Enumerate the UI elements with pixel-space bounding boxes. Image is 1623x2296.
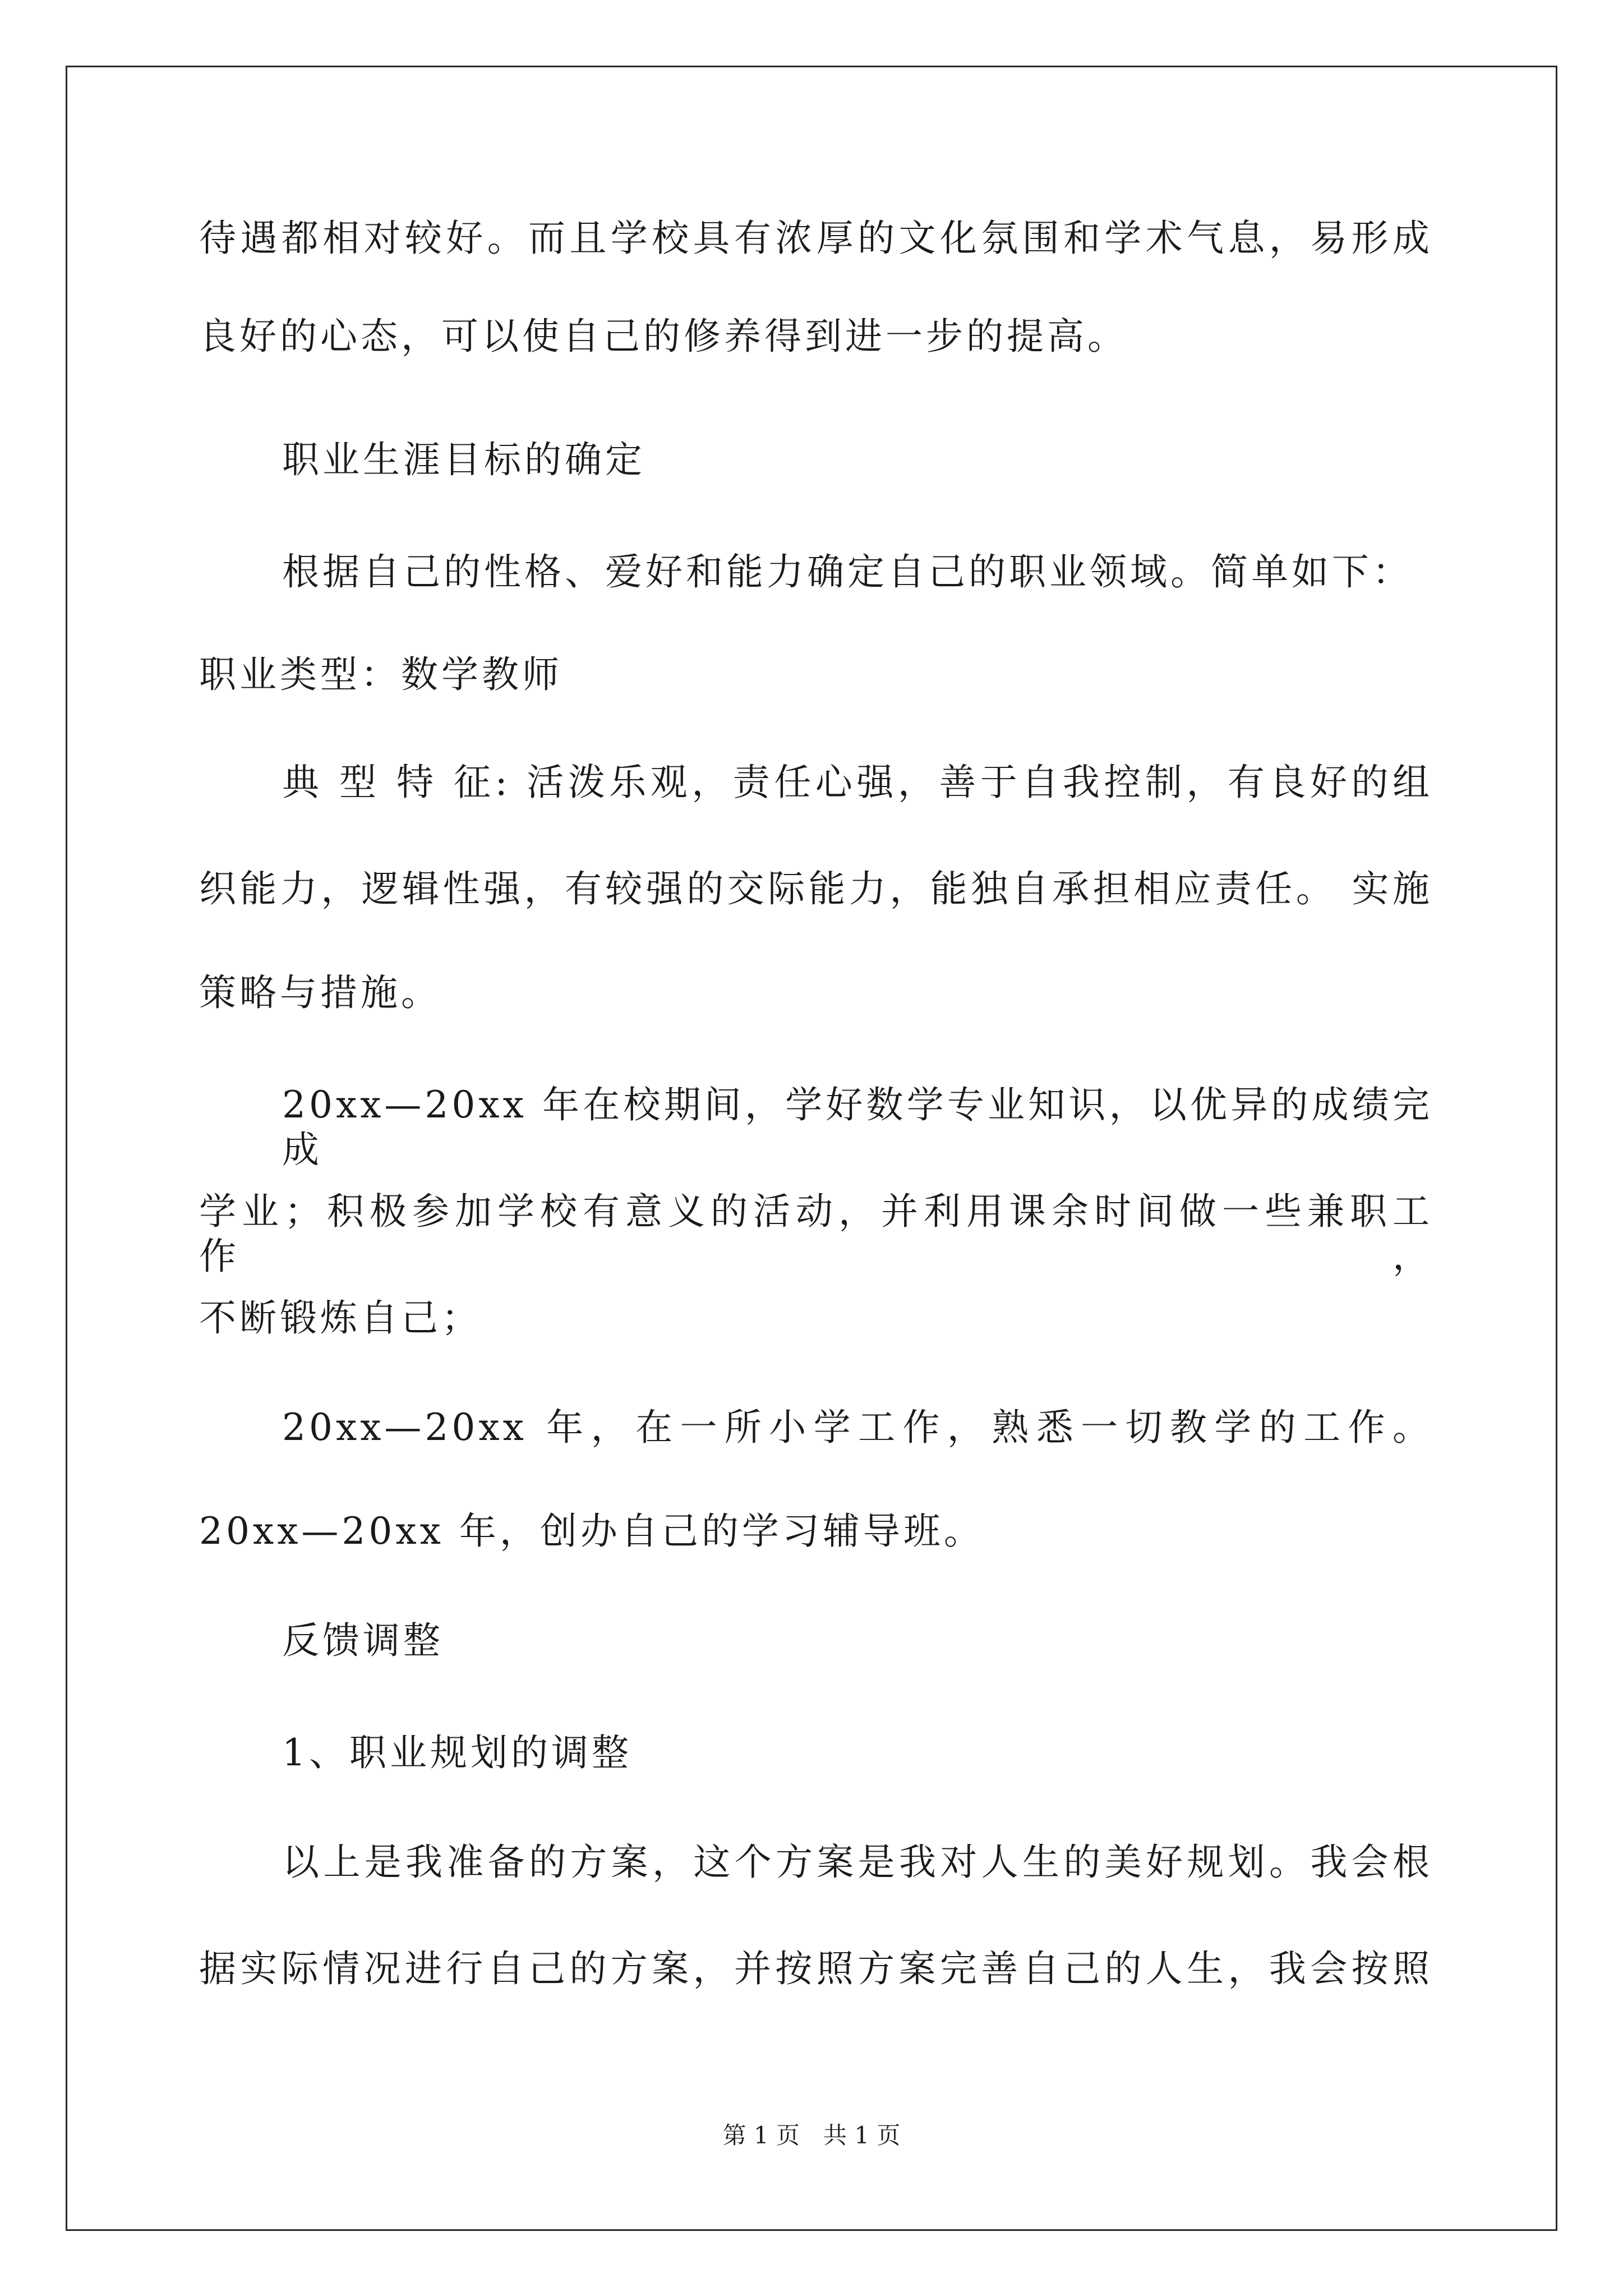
paragraph-line: 20xx—20xx 年，创办自己的学习辅导班。: [199, 1510, 984, 1553]
section-heading: 1、职业规划的调整: [282, 1731, 632, 1774]
paragraph-line: 据实际情况进行自己的方案，并按照方案完善自己的人生，我会按照: [199, 1947, 1433, 1990]
paragraph-line: 策略与措施。: [199, 971, 441, 1014]
paragraph-line: 典 型 特 征: 活泼乐观，责任心强，善于自我控制，有良好的组: [282, 761, 1433, 804]
paragraph-line: 良好的心态，可以使自己的修养得到进一步的提高。: [199, 315, 1128, 358]
paragraph-line: 20xx—20xx 年在校期间，学好数学专业知识，以优异的成绩完成: [282, 1083, 1433, 1171]
paragraph-line: 20xx—20xx 年，在一所小学工作，熟悉一切教学的工作。: [282, 1406, 1433, 1449]
page-number: 第 1 页 共 1 页: [722, 2122, 901, 2149]
paragraph-line: 根据自己的性格、爱好和能力确定自己的职业领域。简单如下：: [282, 550, 1413, 593]
paragraph-line: 学业；积极参加学校有意义的活动，并利用课余时间做一些兼职工作，: [199, 1190, 1433, 1278]
paragraph-line: 织能力，逻辑性强，有较强的交际能力，能独自承担相应责任。 实施: [199, 867, 1433, 910]
paragraph-line: 职业类型：数学教师: [199, 653, 562, 696]
paragraph-line: 以上是我准备的方案，这个方案是我对人生的美好规划。我会根: [282, 1841, 1433, 1884]
section-heading: 反馈调整: [282, 1619, 444, 1662]
paragraph-line: 不断锻炼自己；: [199, 1296, 482, 1340]
paragraph-line: 待遇都相对较好。而且学校具有浓厚的文化氛围和学术气息，易形成: [199, 217, 1433, 260]
section-heading: 职业生涯目标的确定: [282, 438, 645, 481]
